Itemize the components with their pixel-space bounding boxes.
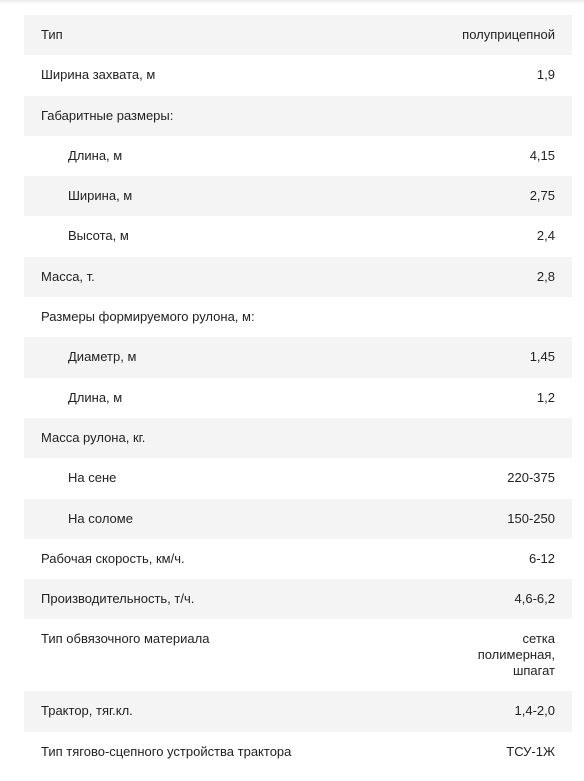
row-label: Тип обвязочного материала [41, 631, 210, 647]
table-row [24, 96, 572, 136]
table-row [24, 579, 572, 619]
table-row [24, 297, 572, 337]
row-value: сетка полимерная, шпагат [477, 631, 555, 679]
row-label: Высота, м [68, 228, 129, 244]
row-label: На соломе [68, 510, 133, 526]
table-row [24, 418, 572, 458]
row-value: 2,8 [536, 268, 555, 284]
table-row [24, 619, 572, 691]
table-row [24, 15, 572, 55]
row-label: Трактор, тяг.кл. [41, 703, 133, 719]
row-label: Масса рулона, кг. [41, 429, 146, 445]
row-label: Габаритные размеры: [41, 107, 174, 123]
row-value: 4,6-6,2 [514, 591, 555, 607]
row-label: На сене [68, 470, 117, 486]
table-row [24, 55, 572, 95]
row-value: 1,45 [529, 349, 555, 365]
row-label: Рабочая скорость, км/ч. [41, 550, 185, 566]
row-label: Ширина захвата, м [41, 67, 156, 83]
row-label: Тип тягово-сцепного устройства трактора [41, 743, 292, 759]
row-label: Длина, м [68, 389, 123, 405]
row-value: 2,4 [536, 228, 555, 244]
table-row [24, 378, 572, 418]
table-row [24, 732, 572, 772]
row-value: 1,4-2,0 [514, 703, 555, 719]
row-label: Ширина, м [68, 188, 133, 204]
row-label: Масса, т. [41, 268, 95, 284]
row-value: 1,9 [536, 67, 555, 83]
table-row [24, 499, 572, 539]
row-label: Тип [41, 27, 63, 42]
row-label: Производительность, т/ч. [41, 591, 195, 607]
row-label: Размеры формируемого рулона, м: [41, 309, 255, 325]
top-shadow [0, 0, 584, 4]
table-row [24, 216, 572, 256]
row-value: 220-375 [507, 470, 555, 486]
row-label: Диаметр, м [68, 349, 137, 365]
row-value: 150-250 [507, 510, 555, 526]
table-row [24, 176, 572, 216]
row-label: Длина, м [68, 147, 123, 163]
row-value: 4,15 [529, 147, 555, 163]
row-value: 2,75 [529, 188, 555, 204]
table-row [24, 458, 572, 498]
row-value: 1,2 [536, 389, 555, 405]
table-row [24, 691, 572, 731]
specifications-table [24, 15, 572, 772]
table-row [24, 337, 572, 377]
table-row [24, 257, 572, 297]
row-value: 6-12 [528, 550, 555, 566]
table-row [24, 539, 572, 579]
table-row [24, 136, 572, 176]
row-value: ТСУ-1Ж [506, 743, 555, 759]
row-value: полуприцепной [462, 27, 555, 42]
